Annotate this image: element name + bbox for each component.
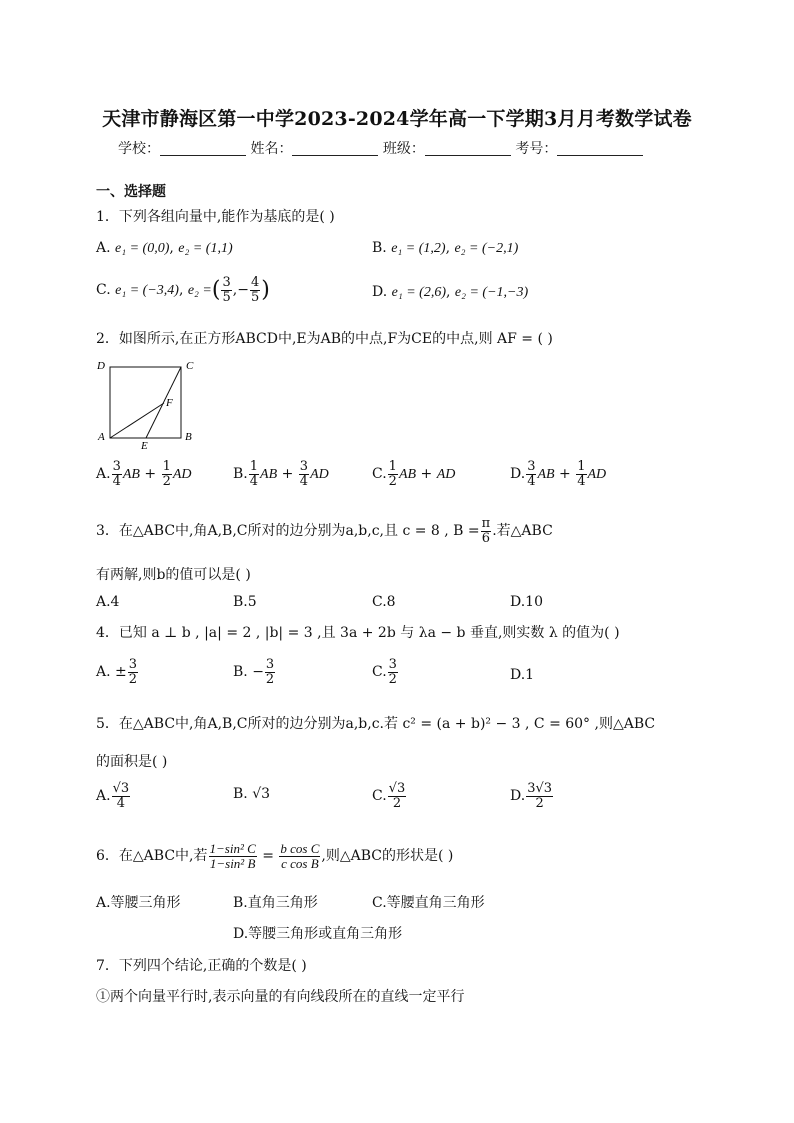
- q4-option-d[interactable]: D.1: [510, 667, 535, 683]
- label-d: D: [97, 360, 105, 372]
- name-blank[interactable]: [292, 141, 378, 156]
- label-f: F: [166, 397, 173, 409]
- q5-stem-line1: 5．在△ABC中,角A,B,C所对的边分别为a,b,c.若 c² = (a + b)² − 3 , C = 60° ,则△ABC: [96, 716, 656, 732]
- q1-option-b[interactable]: B. e₁ = (1,2), e₂ = (−2,1): [372, 240, 519, 256]
- q5-stem-line2: 的面积是( ): [96, 754, 168, 770]
- q6-option-b[interactable]: B.直角三角形: [233, 895, 318, 911]
- label-b: B: [185, 431, 192, 443]
- q3-option-c[interactable]: C.8: [372, 594, 396, 610]
- q2-option-c[interactable]: C. $\frac{1}{2}$ AB + AD: [372, 459, 456, 489]
- label-e: E: [141, 440, 148, 450]
- q5-option-d[interactable]: D. $\frac{3√3}{2}$: [510, 781, 553, 811]
- q5-option-b[interactable]: B. √3: [233, 786, 271, 802]
- student-info-line: [118, 138, 643, 158]
- exam-title: 天津市静海区第一中学2023-2024学年高一下学期3月月考数学试卷: [102, 108, 692, 130]
- q6-option-d[interactable]: D.等腰三角形或直角三角形: [233, 926, 403, 942]
- q2-option-b[interactable]: B. $\frac{1}{4}$ AB + $\frac{3}{4}$ AD: [233, 459, 329, 489]
- class-label: 班级：: [382, 141, 425, 157]
- q4-option-c[interactable]: C. $\frac{3}{2}$: [372, 657, 397, 687]
- q6-stem: 6．在△ABC中,若 $\frac{\text{1−sin² C}}{\text{1−sin² B}}$ = $\frac{\text{b cos C}}{\text{c cos B}}$ ,则△ABC的形状是( ): [96, 841, 454, 871]
- number-label: 考号：: [515, 141, 558, 157]
- name-label: 姓名：: [250, 141, 293, 157]
- q3-stem-line2: 有两解,则b的值可以是( ): [96, 567, 251, 583]
- q5-option-a[interactable]: A. $\frac{√3}{4}$: [96, 781, 130, 811]
- label-c: C: [186, 360, 194, 372]
- q4-option-b[interactable]: B. − $\frac{3}{2}$: [233, 657, 275, 687]
- school-label: 学校：: [118, 141, 160, 157]
- q3-stem-line1: 3．在△ABC中,角A,B,C所对的边分别为a,b,c,且 c = 8 , B = $\frac{\pi}{6}$ .若△ABC: [96, 516, 553, 546]
- square-figure: [95, 358, 205, 450]
- school-blank[interactable]: [160, 141, 246, 156]
- q6-option-c[interactable]: C.等腰直角三角形: [372, 895, 485, 911]
- class-blank[interactable]: [425, 141, 511, 156]
- q3-option-d[interactable]: D.10: [510, 594, 543, 610]
- q3-option-a[interactable]: A.4: [96, 594, 120, 610]
- q2-stem: 2．如图所示,在正方形ABCD中,E为AB的中点,F为CE的中点,则 AF = ( ): [96, 331, 553, 347]
- section-heading: 一、选择题: [96, 184, 166, 200]
- number-blank[interactable]: [557, 141, 643, 156]
- q4-stem: 4．已知 a ⊥ b , |a| = 2 , |b| = 3 ,且 3a + 2b 与 λa − b 垂直,则实数 λ 的值为( ): [96, 625, 620, 641]
- q2-option-a[interactable]: A. $\frac{3}{4}$ AB + $\frac{1}{2}$ AD: [96, 459, 192, 489]
- q7-stem: 7．下列四个结论,正确的个数是( ): [96, 958, 307, 974]
- q6-option-a[interactable]: A.等腰三角形: [96, 895, 181, 911]
- q1-option-d[interactable]: D. e₁ = (2,6), e₂ = (−1,−3): [372, 284, 529, 300]
- label-a: A: [98, 431, 105, 443]
- q4-option-a[interactable]: A. ± $\frac{3}{2}$: [96, 657, 138, 687]
- q1-stem: 1．下列各组向量中,能作为基底的是( ): [96, 209, 335, 225]
- q3-option-b[interactable]: B.5: [233, 594, 257, 610]
- q5-option-c[interactable]: C. $\frac{√3}{2}$: [372, 781, 406, 811]
- q1-option-c[interactable]: C. e₁ = (−3,4), e₂ =( $\frac{3}{5}$ ,− $\frac{4}{5}$ ): [96, 275, 270, 305]
- q7-item-1: ①两个向量平行时,表示向量的有向线段所在的直线一定平行: [96, 989, 465, 1005]
- q1-option-a[interactable]: A. e₁ = (0,0), e₂ = (1,1): [96, 240, 233, 256]
- q2-option-d[interactable]: D. $\frac{3}{4}$ AB + $\frac{1}{4}$ AD: [510, 459, 607, 489]
